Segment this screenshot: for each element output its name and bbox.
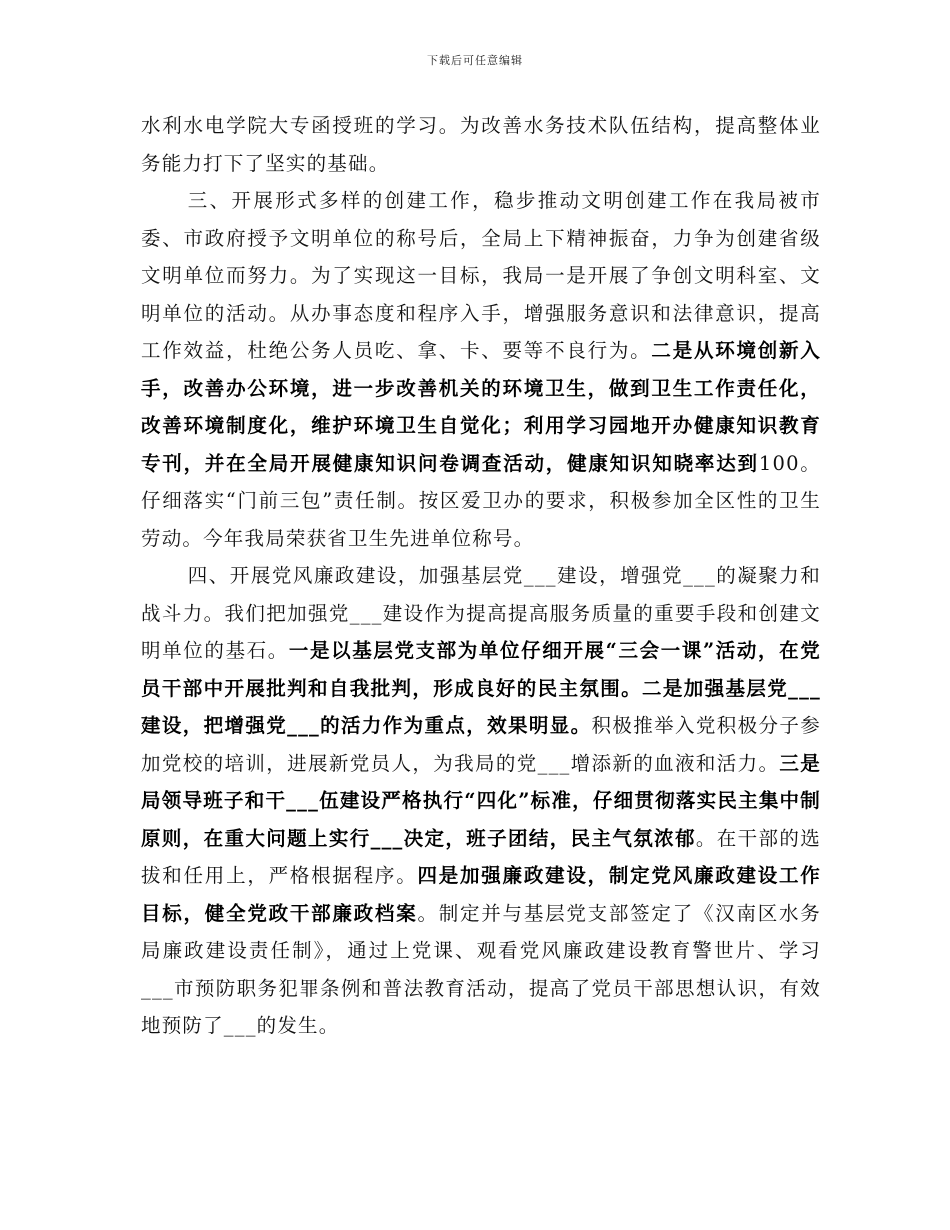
paragraph-2-text-a: 三、开展形式多样的创建工作，稳步推动文明创建工作在我局被市委、市政府授予文明单位的称号后，全局上下精神振奋，力争为创建省级文明单位而努力。为了实现这一目标，我局一是开展了争创文明科室、文明单位的活动。从办事态度和程序入手，增强服务意识和法律意识，提高工作效益，杜绝公务人员吃、拿、卡、要等不良行为。 xyxy=(141,189,821,362)
paragraph-3-text-c: 积极推举入党积极分子参加党校的培训，进展新党员人，为我局的党___增添新的血液和活力。 xyxy=(141,714,822,775)
paragraph-2-number: 100 xyxy=(758,451,800,475)
page-header: 下载后可任意编辑 xyxy=(427,54,523,67)
paragraph-2-text-d: 。仔细落实“门前三包”责任制。按区爱卫办的要求，积极参加全区性的卫生劳动。今年我局荣获省卫生先进单位称号。 xyxy=(141,451,821,550)
paragraph-3-bold-b: 一是以基层党支部为单位仔细开展“三会一课”活动，在党员干部中开展批判和自我批判，形成良好的民主氛围。二是加强基层党___建设，把增强党___的活力作为重点，效果明显。 xyxy=(141,639,821,737)
paragraph-3-bold-d: 三是局领导班子和干___伍建设严格执行“四化”标准，仔细贯彻落实民主集中制原则，在重大问题上实行___决定，班子团结，民主气氛浓郁 xyxy=(141,751,821,850)
paragraph-3-bold-f: 四是加强廉政建设，制定党风廉政建设工作目标，健全党政干部廉政档案 xyxy=(141,864,821,925)
paragraph-2 xyxy=(141,182,821,557)
paragraph-2-bold-b: 二是从环境创新入手，改善办公环境，进一步改善机关的环境卫生，做到卫生工作责任化，改善环境制度化，维护环境卫生自觉化；利用学习园地开办健康知识教育专刊，并在全局开展健康知识问卷调查活动，健康知识知晓率达到 xyxy=(141,339,821,475)
paragraph-3-text-e: 。在干部的选拔和任用上，严格根据程序。 xyxy=(141,826,821,887)
document-body xyxy=(141,107,821,1045)
paragraph-1: 水利水电学院大专函授班的学习。为改善水务技术队伍结构，提高整体业务能力打下了坚实的基础。 xyxy=(141,114,821,175)
paragraph-3-text-a: 四、开展党风廉政建设，加强基层党___建设，增强党___的凝聚力和战斗力。我们把加强党___建设作为提高提高服务质量的重要手段和创建文明单位的基石。 xyxy=(141,564,821,662)
paragraph-3 xyxy=(141,557,821,1045)
paragraph-3-text-g: 。制定并与基层党支部签定了《汉南区水务局廉政建设责任制》，通过上党课、观看党风廉政建设教育警世片、学习___市预防职务犯罪条例和普法教育活动，提高了党员干部思想认识，有效地预防了___的发生。 xyxy=(141,901,821,1037)
